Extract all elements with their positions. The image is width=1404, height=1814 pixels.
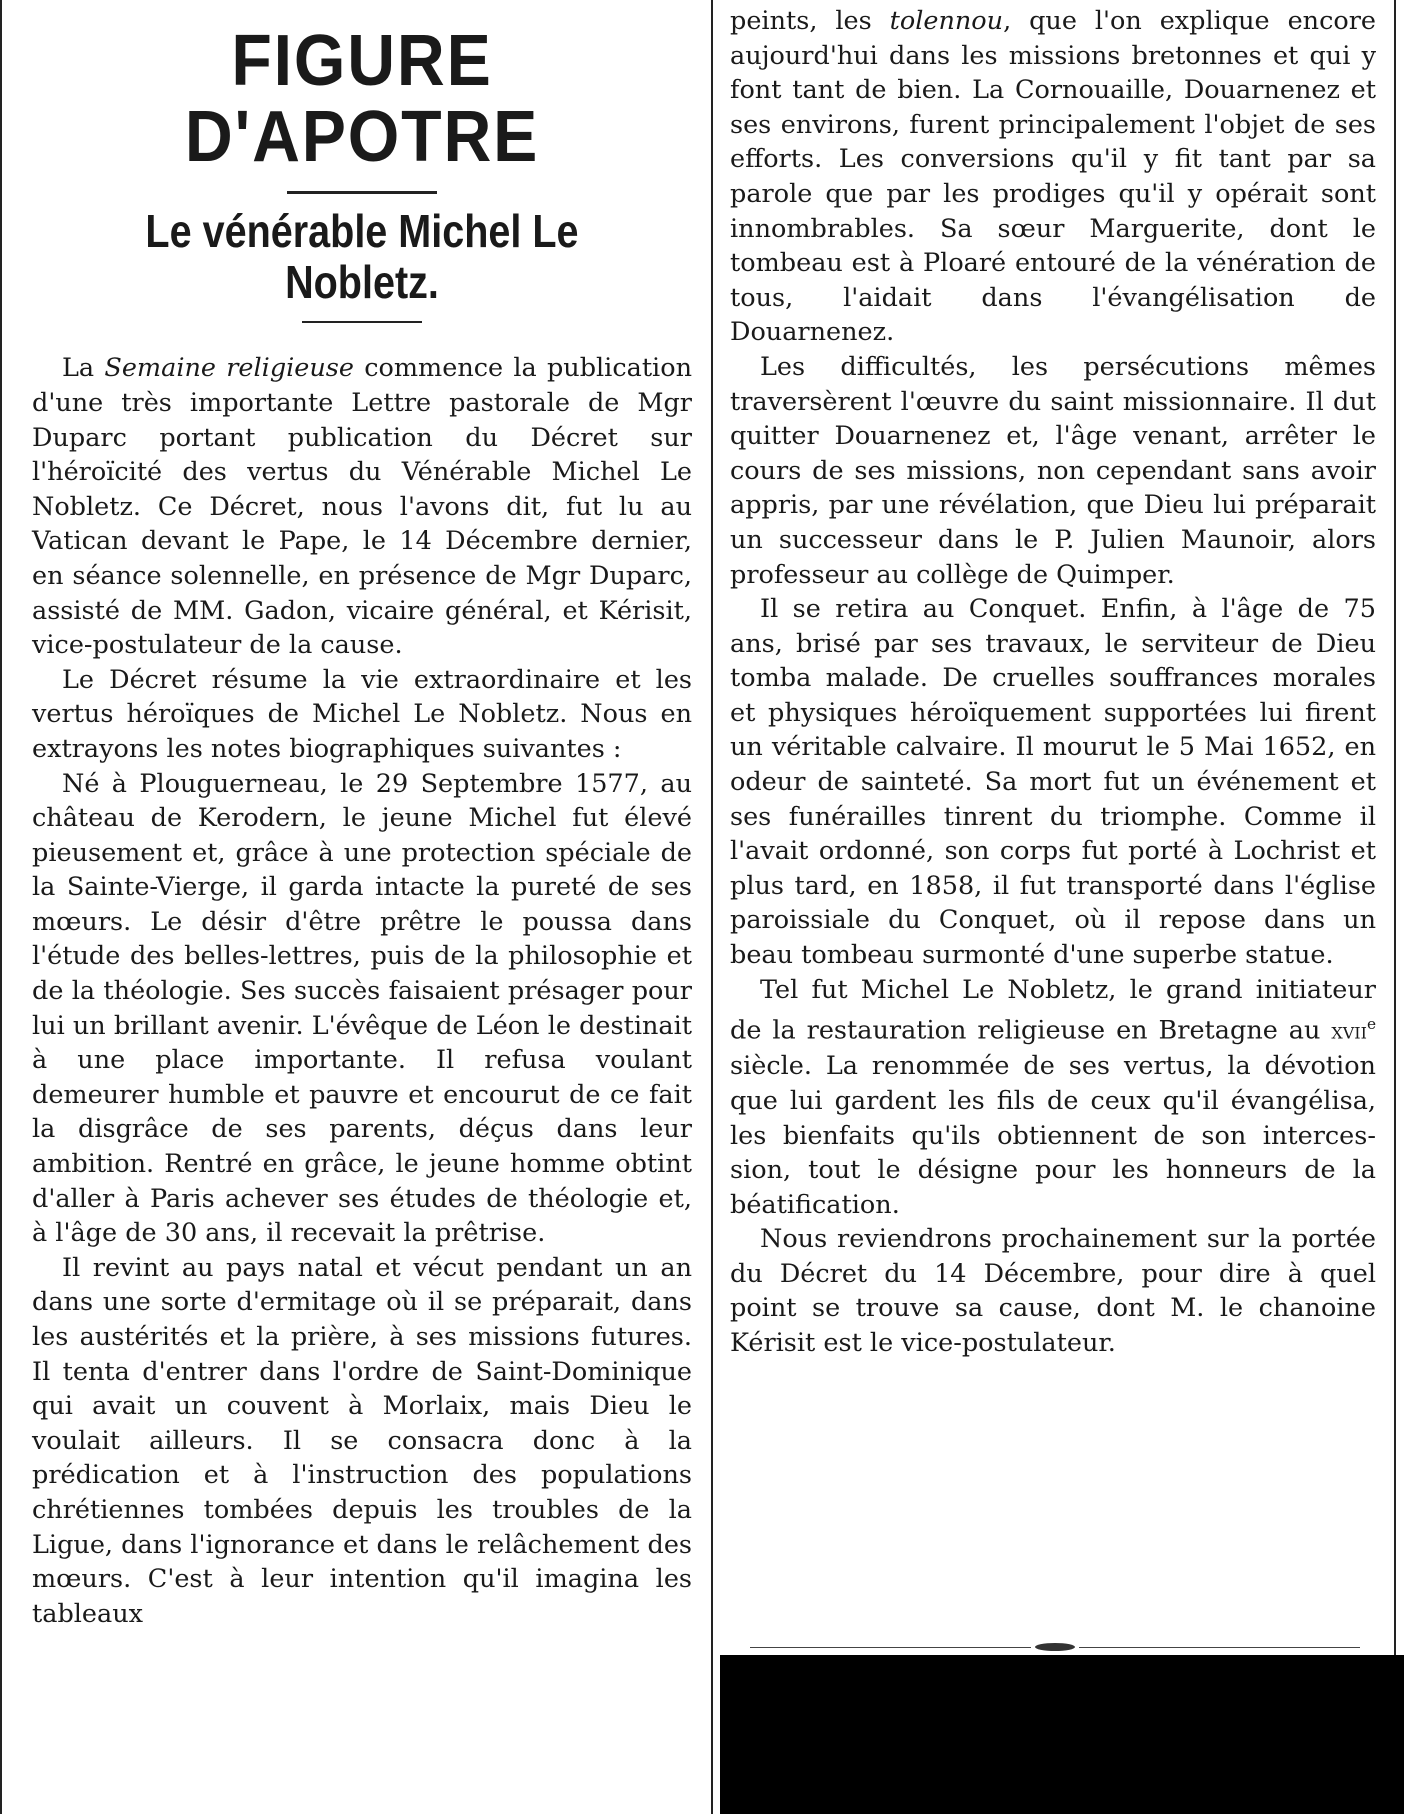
headline: FIGURE D'APOTRE [184, 21, 540, 177]
paragraph-text: commence la publication d'une très importante Lettre pastorale de Mgr Duparc portant publication du Décret sur l'héroïcité des vertus du Vénérable Michel Le Nobletz. Ce Décret, nous l'avons dit, fut lu au Vatican devant le Pape, le 14 Décembre dernier, en séance solennelle, en présence de Mgr Duparc, assisté de MM. Gadon, vicaire général, et Kérisit, vice-postulateur de la cause. [32, 353, 692, 661]
tolennou-term: tolennou [889, 6, 1004, 36]
right-paragraph-5: Nous reviendrons prochainement sur la portée du Décret du 14 Décembre, pour dire à quel point se trouve sa cause, dont M. le chanoine Kérisit est le vice-postulateur. [730, 1224, 1376, 1359]
left-paragraph-4: Il revint au pays natal et vécut pendant un an dans une sorte d'ermitage où il se préparait, dans les austérités et la prière, à ses missions futures. Il tenta d'entrer dans l'ordre de Saint-Dominique qui avait un couvent à Morlaix, mais Dieu le voulait ailleurs. Il se consacra donc à la prédication et à l'instruction des populations chrétiennes tombées depuis les troubles de la Ligue, dans l'ignorance et dans le relâchement des mœurs. C'est à leur intention qu'il imagina les tableaux [32, 1252, 692, 1629]
left-paragraph-2: Le Décret résume la vie extraordinaire et les vertus héroïques de Michel Le Nobletz. Nous en extrayons les notes biographiques suivantes : [32, 664, 692, 764]
right-paragraph-3: Il se retira au Conquet. Enfin, à l'âge de 75 ans, brisé par ses travaux, le serviteur de Dieu tomba malade. De cruelles souffrances morales et physiques héroïquement supportées lui firent un véritable calvaire. Il mourut le 5 Mai 1652, en odeur de sainteté. Sa mort fut un événement et ses funérailles tinrent du triomphe. Comme il l'avait ordonné, son corps fut porté à Lochrist et plus tard, en 1858, il fut transporté dans l'église paroissiale du Conquet, où il repose dans un beau tombeau surmonté d'une superbe statue. [730, 594, 1376, 971]
headline-rule [287, 191, 437, 194]
right-column [714, 0, 1392, 1814]
column-divider [711, 0, 713, 1814]
paragraph-text: , que l'on explique encore aujourd'hui dans les missions bretonnes et qui y font tant de bien. La Cornouaille, Douarnenez et ses environs, furent principalement l'objet de ses efforts. Les conversions qu'il y fit tant par sa parole que par les prodiges qu'il y opérait sont innombrables. Sa sœur Marguerite, dont le tombeau est à Ploaré entouré de la vénération de tous, l'aidait dans l'évangélisation de Douarnenez. [730, 6, 1376, 348]
paragraph-lead: peints, les [730, 6, 890, 36]
subheadline: Le vénérable Michel Le Nobletz. [145, 205, 579, 308]
redaction-block [720, 1655, 1404, 1814]
right-paragraph-2: Les difficultés, les persécutions mêmes traversèrent l'œuvre du saint missionnaire. Il dut quitter Douarnenez et, l'âge venant, arrêter le cours de ses missions, non cependant sans avoir appris, par une révélation, que Dieu lui préparait un successeur dans le P. Julien Maunoir, alors professeur au collège de Quimper. [730, 351, 1376, 590]
paragraph-text: siècle. La renommée de ses vertus, la dévotion que lui gardent les fils de ceux qu'il évangélisa, les bienfaits qu'ils obtiennent de son intercession, tout le désigne pour les honneurs de la béatification. [730, 1051, 1376, 1220]
publication-name: Semaine religieuse [104, 353, 354, 384]
century-superscript: e [1366, 1015, 1376, 1034]
end-ornament [750, 1640, 1360, 1654]
right-paragraph-1 [730, 4, 1376, 350]
ornament-line-right [1079, 1647, 1360, 1648]
subheadline-rule [302, 321, 422, 323]
paragraph-lead: La [62, 353, 105, 384]
left-paragraph-1 [32, 351, 692, 662]
right-paragraph-4 [730, 973, 1376, 1223]
ornament-line-left [750, 1647, 1031, 1648]
paragraph-lead: Tel fut Michel Le Nobletz, le grand initiateur de la restauration religieuse en Bretagne au [730, 974, 1376, 1046]
century-numeral: xvii [1331, 1018, 1367, 1045]
left-paragraph-3: Né à Plouguerneau, le 29 Septembre 1577, au château de Kerodern, le jeune Michel fut élevé pieusement et, grâce à une protection spéciale de la Sainte-Vierge, il garda intacte la pureté de ses mœurs. Le désir d'être prêtre le poussa dans l'étude des belles-lettres, puis de la philosophie et de la théologie. Ses succès faisaient présager pour lui un brillant avenir. L'évêque de Léon le destinait à une place importante. Il refusa voulant demeurer humble et pauvre et encourut de ce fait la disgrâce de ses parents, déçus dans leur ambition. Rentré en grâce, le jeune homme obtint d'aller à Paris achever ses études de théologie et, à l'âge de 30 ans, il recevait la prêtrise. [32, 768, 692, 1249]
right-border [1394, 0, 1396, 1655]
ornament-center [1035, 1643, 1075, 1651]
